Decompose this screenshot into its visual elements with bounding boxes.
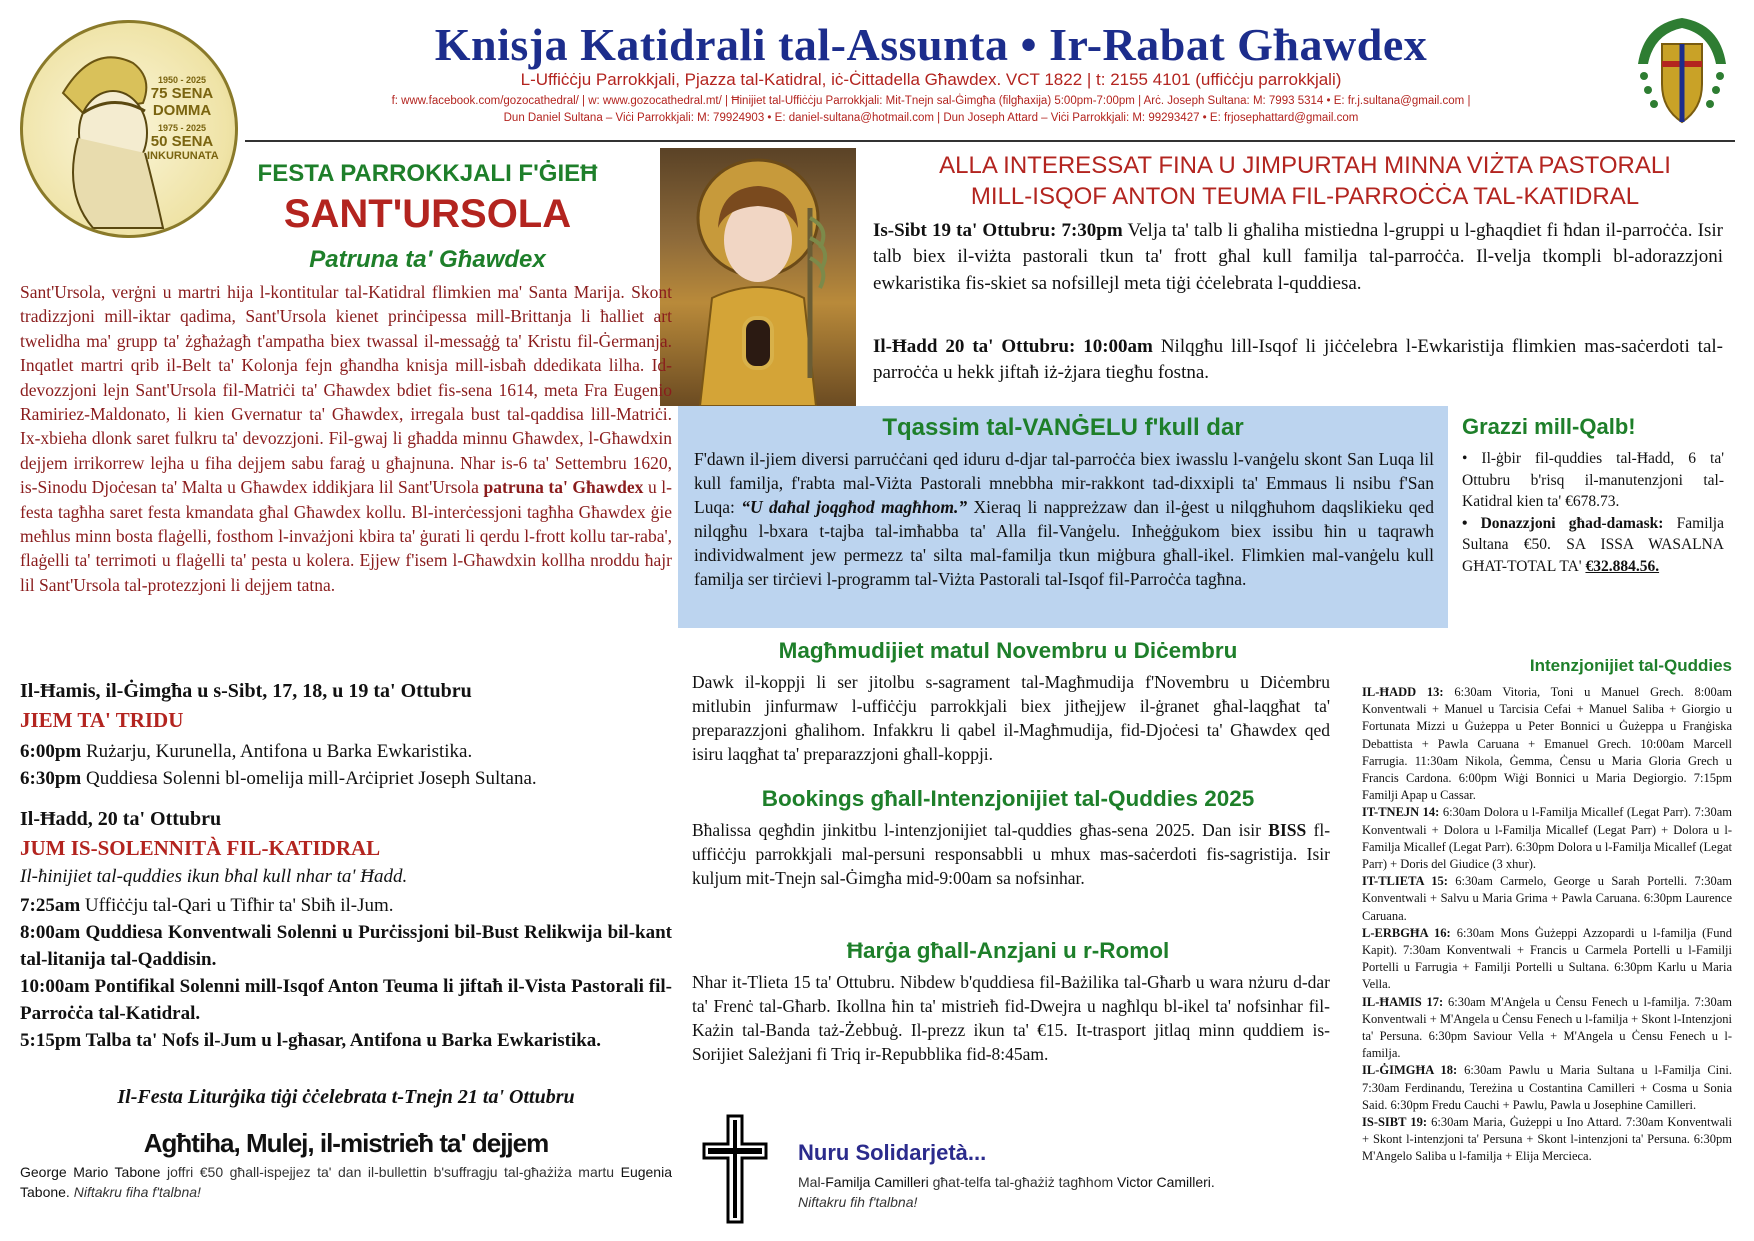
solidarity-text	[798, 1172, 1358, 1212]
feast-history-part-2: u l-festa tagħha saret festa kmandata għal Għawdex kollu. Bl-interċessjoni tagħha Għawdex ġie meħlus minn bosta flaġelli, fosthom l-invażjoni kbira ta' ġurati li qerdu l-frott kollu tar-raba', flaġelli ta' terrimoti u flaġelli ta' pesta u kolera. Ejjew f'isem l-Għawdxin kollha nroddu ħajr lil Sant'Ursola tal-protezzjoni li dejjem tatna.	[20, 477, 673, 595]
donor-name: George Mario Tabone	[20, 1164, 161, 1180]
feast-subtitle: Patruna ta' Għawdex	[309, 246, 546, 273]
intentions-day	[1362, 873, 1732, 925]
schedule-item	[20, 765, 672, 792]
pastoral-visit-title-line-1: ALLA INTERESSAT FINA U JIMPURTAH MINNA VIŻTA PASTORALI	[939, 152, 1671, 179]
suffrage-note	[20, 1162, 672, 1202]
intentions-day-text: 6:30am Vitoria, Toni u Manuel Grech. 8:00am Konventwali + Manuel u Tarcisia Cefai + Manuel Saliba + Giorgio u Fortunata Mizzi u Ġużeppa u Peter Bonnici u Ġużeppa u Franġiska Debattista + Pawla Caruana + Emanuel Grech. 10:00am Marcell Farrugia. 11:30am Nikola, Ġemma, Ċensu u Maria Gloria Grech u Francis Cardona. 6:00pm Wiġi Bonnici u Maria Degiorgio. 7:15pm Familji Apap u Cassar.	[1362, 685, 1732, 803]
gospel-text	[694, 447, 1434, 591]
schedule-item	[20, 919, 672, 973]
schedule-text: Pontifikal Solenni mill-Isqof Anton Teuma li jiftaħ il-Vista Pastorali fil-Parroċċa tal-Katidral.	[20, 976, 672, 1024]
schedule-time: 5:15pm	[20, 1030, 82, 1051]
years-label-1: 75 SENA	[150, 85, 214, 102]
schedule-item	[20, 892, 672, 919]
schedule-item	[20, 738, 672, 765]
years-range-2: 1975 - 2025	[157, 123, 207, 133]
pastoral-visit-mass	[873, 334, 1723, 387]
solidarity-text-part-1: Mal-	[798, 1174, 826, 1190]
intentions-day-label: L-ERBGĦA 16:	[1362, 925, 1451, 940]
pastoral-visit-vigil	[873, 218, 1723, 297]
collection-note: • Il-ġbir fil-quddies tal-Ħadd, 6 ta' Ottubru b'risq il-manutenzjoni tal-Katidral kien ta' €678.73.	[1462, 450, 1724, 510]
cross-icon	[700, 1114, 770, 1224]
bishop-crest-icon	[1634, 14, 1730, 132]
donation-lead: • Donazzjoni għad-damask:	[1462, 514, 1664, 532]
schedule-item	[20, 973, 672, 1027]
bookings-emphasis: BISS	[1268, 820, 1307, 840]
gospel-text-part-2: Xieraq li nappreżzaw dan il-ġest u nilqgħuhom daqslikieku qed nilqgħu l-bxara t-tajba tal-imħabba ta' Alla fil-Vanġelu. Inħeġġukom biex issibu ħin u taqrawh individwalment jew permezz ta' silta mal-familja tkun miġbura għall-ikel. Flimkien mal-vanġelu kull familja ser tirċievi l-programm tal-Viżta Pastorali tal-Isqof fil-Parroċċa tagħna.	[694, 497, 1435, 589]
tridu-title: JIEM TA' TRIDU	[20, 708, 184, 732]
deceased-name: Victor Camilleri.	[1117, 1174, 1215, 1190]
donation-text: Familja Sultana €50. SA ISSA WASALNA GĦAT-TOTAL TA'	[1462, 514, 1724, 575]
schedule-time: 6:30pm	[20, 768, 82, 789]
schedule-item	[20, 1027, 672, 1054]
tridu-date: Il-Ħamis, il-Ġimgħa u s-Sibt, 17, 18, u 19 ta' Ottubru	[20, 680, 472, 702]
mass-text: Nilqgħu lill-Isqof li jiċċelebra l-Ewkaristija flimkien mas-saċerdoti tal-parroċċa u hekk jiftaħ iż-żjara tiegħu fostna.	[873, 336, 1723, 384]
solidarity-text-part-2: għat-telfa tal-għażiż tagħhom	[932, 1174, 1114, 1190]
intentions-day	[1362, 1062, 1732, 1114]
schedule-time: 6:00pm	[20, 741, 82, 762]
intentions-day-text: 6:30am Carmelo, George u Sarah Portelli. 7:30am Konventwali + Salvu u Maria Grima + Pawla Caruana. 6:30pm Laurence Caruana.	[1362, 874, 1732, 923]
page-title: Knisja Katidrali tal-Assunta • Ir-Rabat Għawdex	[434, 19, 1428, 70]
intentions-day	[1362, 1114, 1732, 1166]
intentions-day	[1362, 684, 1732, 804]
solemnity-date: Il-Ħadd, 20 ta' Ottubru	[20, 808, 222, 830]
schedule-time: 8:00am	[20, 922, 81, 943]
contact-line-1: f: www.facebook.com/gozocathedral/ | w: www.gozocathedral.mt/ | Ħinijiet tal-Uffiċċju Parrokkjali: Mit-Tnejn sal-Ġimgħa (filgħaxija) 5:00pm-7:00pm | Arċ. Joseph Sultana: M: 7993 5314 • E: fr.j.sultana@gmail.com |	[391, 95, 1471, 107]
intentions-title: Intenzjonijiet tal-Quddies	[1529, 656, 1732, 675]
schedule-text: Uffiċċju tal-Qari u Tifħir ta' Sbiħ il-Jum.	[84, 895, 394, 916]
intentions-day-label: IL-ĦADD 13:	[1362, 685, 1444, 699]
address-line: L-Uffiċċju Parrokkjali, Pjazza tal-Katidral, iċ-Ċittadella Għawdex. VCT 1822 | t: 2155 4101 (uffiċċju parrokkjali)	[520, 70, 1342, 89]
family-name: Familja Camilleri	[825, 1174, 929, 1190]
schedule-text: Rużarju, Kurunella, Antifona u Barka Ewkaristika.	[85, 741, 473, 762]
solidarity-title: Nuru Solidarjetà...	[798, 1140, 987, 1165]
intentions-list	[1362, 684, 1732, 1166]
vigil-text: Velja ta' talb li għaliha mistiedna l-gruppi u l-għaqdiet fi ħdan il-parroċċa. Isir talb biex il-viżta pastorali tkun ta' frott għal kull familja tal-parroċċa. Il-velja tkompli bl-adorazzjoni ewkaristika fis-skiet sa nofsillejl meta tiġi ċċelebrata l-quddiesa.	[873, 220, 1723, 294]
schedule-time: 10:00am	[20, 976, 90, 997]
baptisms-title: Magħmudijiet matul Novembru u Diċembru	[778, 638, 1238, 663]
gospel-title: Tqassim tal-VANĠELU f'kull dar	[882, 414, 1244, 441]
feast-heading: FESTA PARROKKJALI F'ĠIEĦ	[257, 160, 598, 187]
mass-datetime: Il-Ħadd 20 ta' Ottubru: 10:00am	[873, 336, 1153, 357]
years-label-3: 50 SENA	[150, 133, 214, 150]
jubilee-years	[147, 75, 217, 162]
years-label-4: INKURUNATA	[147, 150, 219, 162]
intentions-day-text: 6:30am Maria, Ġużeppi u Ino Attard. 7:30am Konventwali + Skont l-intenzjoni ta' Persuna + Skont l-intenzjoni ta' Persuna. 6:30pm M'Angelo Saliba u l-familja + Elija Mercieca.	[1362, 1115, 1732, 1164]
feast-history	[20, 280, 672, 597]
feast-history-part-1: Sant'Ursola, verġni u martri hija l-kontitular tal-Katidral flimkien ma' Santa Marija. Skont tradizzjoni mill-iktar qadima, Sant'Ursola kienet prinċipessa mill-Brittanja li ħalliet art twelidha ma' grupp ta' żgħażagħ t'ampatha biex twassal il-messaġġ ta' Kristu fil-Ġermanja. Inqatlet martri qrib il-Belt ta' Kolonja fejn għandha knisja mill-isbaħ ddedikata lilha. Id-devozzjoni lejn Sant'Ursola fil-Matriċi ta' Għawdex bdiet fis-sena 1614, meta Fra Eugenio Ramiriez-Maldonato, li kien Gvernatur ta' Għawdex, irregala bust tal-qaddisa lill-Matriċi. Ix-xbieha dlonk saret fulkru ta' devozzjoni. Fil-gwaj li għadda minnu Għawdex, l-Għawdxin dejjem irrikorrew lejha u fiha dejjem sabu faraġ u għajnuna. Nhar is-6 ta' Settembru 1620, is-Sinodu Djoċesan ta' Malta u Għawdex iddikjara lil Sant'Ursola	[20, 282, 672, 498]
intentions-day-label: IL-ĦAMIS 17:	[1362, 994, 1444, 1009]
eternal-rest-title: Agħtiha, Mulej, il-mistrieħ ta' dejjem	[143, 1128, 549, 1158]
bookings-title: Bookings għall-Intenzjonijiet tal-Quddies 2025	[761, 786, 1255, 811]
saint-statue-icon	[660, 148, 856, 406]
years-label-2: DOMMA	[152, 102, 212, 119]
intentions-day-text: 6:30am Mons Ġużeppi Azzopardi u l-familja (Fund Kapit). 7:30am Konventwali + Francis u Carmela Portelli u l-Familji Portelli u Farrugia + Familji Portelli u Sultana. 6:30pm Karlu u Maria Vella.	[1362, 925, 1732, 992]
intentions-day-label: IT-TNEJN 14:	[1362, 805, 1440, 820]
bookings-text-part-2: fl-uffiċċju parrokkjali mal-persuni responsabbli u mhux mas-saċerdoti fis-sagristija. Isir kuljum mit-Tnejn sal-Ġimgħa mid-9:00am sa nofsinhar.	[692, 820, 1331, 888]
bookings-text	[692, 818, 1330, 890]
bookings-text-part-1: Bħalissa qegħdin jinkitbu l-intenzjonijiet tal-quddies għas-sena 2025. Dan isir	[692, 820, 1261, 840]
thanks-text	[1462, 448, 1724, 577]
intentions-day-text: 6:30am M'Anġela u Ċensu Fenech u l-familja. 7:30am Konventwali + M'Angela u Ċensu Fenech u l-familja + Skont l-Intenzjoni ta' Persuna. 6:30pm Saviour Vella + M'Angela u Ċensu Fenech u l-familja.	[1362, 994, 1732, 1061]
schedule-text: Quddiesa Konventwali Solenni u Purċissjoni bil-Bust Relikwija bil-kant tal-litanija tal-Qaddisin.	[20, 922, 672, 970]
contact-line-2: Dun Daniel Sultana – Viċi Parrokkjali: M: 79924903 • E: daniel-sultana@hotmail.com | Dun Joseph Attard – Viċi Parrokkjali: M: 99293427 • E: frjosephattard@gmail.com	[503, 112, 1359, 124]
baptisms-text: Dawk il-koppji li ser jitolbu s-sagrament tal-Magħmudija f'Novembru u Diċembru mitlubin jinfurmaw l-uffiċċju parrokkjali biex jitħejjew il-ġranet għal-laqgħat ta' preparazzjoni għalihom. Infakkru li qabel il-Magħmudija, fid-Djoċesi ta' Għawdex qed isiru laqgħat ta' preparazzjoni għall-koppji.	[692, 672, 1330, 764]
intentions-day	[1362, 994, 1732, 1063]
schedule-text: Quddiesa Solenni bl-omelija mill-Arċipriet Joseph Sultana.	[85, 768, 537, 789]
intentions-day	[1362, 804, 1732, 873]
saint-name: SANT'URSOLA	[283, 192, 572, 236]
suffrage-text: joffri €50 għall-ispejjez ta' dan il-bullettin b'suffragju tal-għażiża martu	[167, 1164, 615, 1180]
vigil-datetime: Is-Sibt 19 ta' Ottubru: 7:30pm	[873, 220, 1123, 241]
liturgical-note: Il-Festa Liturġika tiġi ċċelebrata t-Tnejn 21 ta' Ottubru	[117, 1086, 575, 1108]
schedule-text: Talba ta' Nofs il-Jum u l-għasar, Antifona u Barka Ewkaristika.	[85, 1030, 602, 1051]
intentions-day-label: IT-TLIETA 15:	[1362, 874, 1448, 889]
intentions-day-label: IL-ĠIMGĦA 18:	[1362, 1063, 1458, 1078]
header-divider	[245, 140, 1735, 142]
outing-title: Ħarġa għall-Anzjani u r-Romol	[846, 938, 1170, 963]
years-range-1: 1950 - 2025	[157, 75, 207, 85]
gospel-text-part-1: F'dawn il-jiem diversi parruċċani qed iduru d-djar tal-parroċċa biex iwasslu l-vanġelu skont San Luqa lil kull familja, f'rabta mal-Viżta Pastorali mnebbha mir-rakkont tad-dixxipli ta' Emmaus li nsibu f'San Luqa:	[694, 449, 1434, 517]
solemnity-title: JUM IS-SOLENNITÀ FIL-KATIDRAL	[20, 836, 381, 860]
pastoral-visit-title	[870, 150, 1740, 212]
schedule-time: 7:25am	[20, 895, 81, 916]
outing-text: Nhar it-Tlieta 15 ta' Ottubru. Nibdew b'quddiesa fil-Bażilika tal-Għarb u wara nżuru d-dar ta' Frenċ tal-Għarb. Ikollna ħin ta' mistrieħ fid-Dwejra u nagħlqu bl-ikel ta' nofsinhar fil-Każin tal-Banda taż-Żebbuġ. Il-prezz ikun ta' €15. It-trasport jitlaq minn quddiem is-Sorijiet Sależjani fi Triq ir-Repubblika fid-8:45am.	[692, 972, 1330, 1064]
solemnity-note: Il-ħinijiet tal-quddies ikun bħal kull nhar ta' Ħadd.	[20, 866, 408, 887]
pastoral-visit-title-line-2: MILL-ISQOF ANTON TEUMA FIL-PARROĊĊA TAL-KATIDRAL	[970, 183, 1640, 210]
solidarity-closing: Niftakru fih f'talbna!	[798, 1194, 918, 1210]
intentions-day	[1362, 925, 1732, 994]
intentions-day-text: 6:30am Pawlu u Maria Sultana u l-Familja Cini. 7:30am Ferdinandu, Tereżina u Costantina Camilleri + Cosma u Sonia Said. 6:30pm Fredu Cauchi + Pawlu, Pawla u Josephine Camilleri.	[1362, 1063, 1732, 1112]
gospel-quote: “U daħal joqgħod magħhom.”	[741, 497, 968, 517]
donation-total: €32.884.56.	[1585, 557, 1660, 575]
intentions-day-label: IS-SIBT 19:	[1362, 1115, 1428, 1130]
intentions-day-text: 6:30am Dolora u l-Familja Micallef (Legat Parr). 7:30am Konventwali + Dolora u l-Familja Micallef (Legat Parr) + Dolora u l-Familja Micallef (Legat Parr). 6:30pm Dolora u l-Familja Micallef (Legat Parr) + Doris del Giudice (3 xhur).	[1362, 805, 1733, 872]
feast-history-bold: patruna ta' Għawdex	[483, 477, 644, 498]
saint-ursola-photo	[660, 148, 856, 406]
thanks-title: Grazzi mill-Qalb!	[1462, 414, 1636, 439]
deceased-name: Eugenia Tabone.	[20, 1164, 672, 1200]
tridu-schedule	[20, 738, 672, 792]
donation-note	[1462, 513, 1724, 578]
solemnity-schedule	[20, 892, 672, 1054]
suffrage-closing: Niftakru fiha f'talbna!	[73, 1184, 201, 1200]
